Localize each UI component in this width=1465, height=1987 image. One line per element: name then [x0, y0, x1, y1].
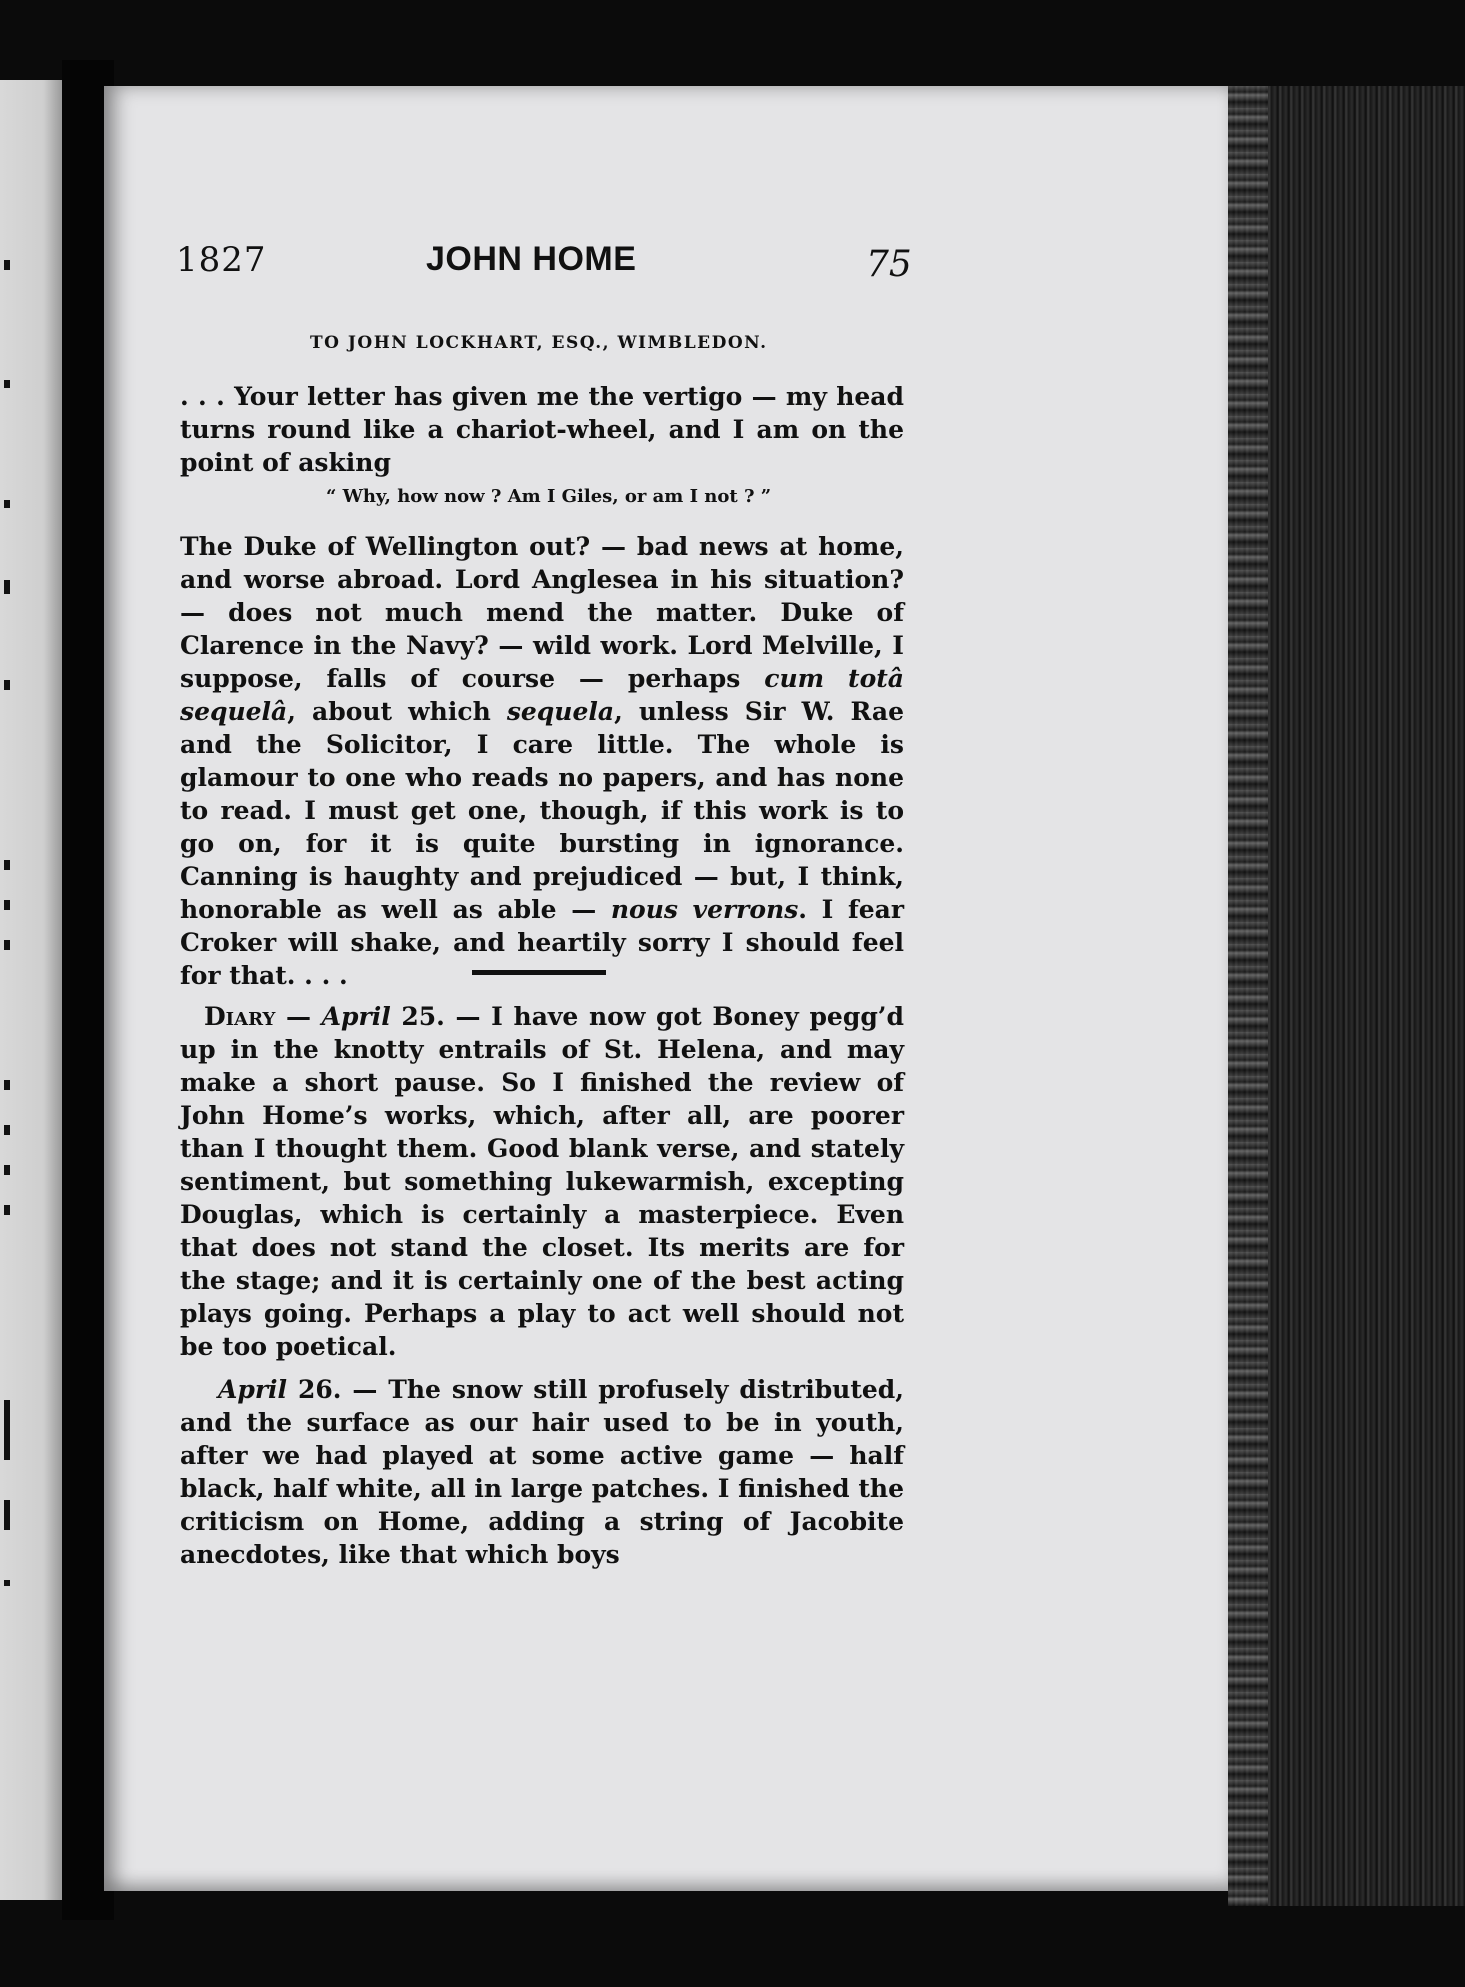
page-edges: [1228, 86, 1465, 1906]
letter-body-italic: cum totâ sequelâ: [180, 664, 904, 726]
diary-date: April: [218, 1375, 288, 1404]
facing-page-mark: [4, 1400, 10, 1460]
facing-page-mark: [4, 580, 10, 594]
facing-page-mark: [4, 500, 10, 508]
facing-page-edge: [0, 80, 62, 1900]
facing-page-mark: [4, 1500, 10, 1530]
facing-page-mark: [4, 1125, 10, 1135]
letter-body-text: The Duke of Wellington out? — bad news at home, and worse abroad. Lord Anglesea in his situation? — does not much mend the matter. Duke of Clarence in the Navy? — wild work. Lord Melville, I suppose, falls of course — perhaps: [180, 532, 904, 693]
facing-page-mark: [4, 680, 10, 690]
facing-page-mark: [4, 1205, 10, 1215]
facing-page-mark: [4, 860, 10, 870]
facing-page-mark: [4, 1165, 10, 1175]
section-divider: [472, 970, 606, 975]
diary-entry-april-25: [180, 1000, 904, 1363]
diary-date: April: [321, 1002, 391, 1031]
letter-opening: . . . Your letter has given me the vertigo — my head turns round like a chariot-wheel, and I am on the point of asking: [180, 382, 904, 477]
diary-date-number: 26. —: [287, 1375, 389, 1404]
facing-page-mark: [4, 1580, 10, 1586]
diary-dash: —: [275, 1002, 322, 1031]
letter-body-text: . I fear Croker will shake, and heartily sorry I should feel for that. . . .: [180, 895, 905, 990]
letter-body: [180, 530, 904, 992]
facing-page-mark: [4, 900, 10, 910]
letter-body-italic: sequela: [506, 697, 615, 726]
diary-text: The snow still profusely distributed, and the surface as our hair used to be in youth, after we had played at some active game — half black, half white, all in large patches. I finished the criticism on Home, adding a string of Jacobite anecdotes, like that which boys: [180, 1375, 904, 1569]
facing-page-mark: [4, 260, 10, 270]
running-year: 1827: [176, 240, 267, 280]
facing-page-mark: [4, 1080, 10, 1090]
letter-body-text: , about which: [287, 697, 507, 726]
facing-page-mark: [4, 940, 10, 950]
letter-heading: TO JOHN LOCKHART, ESQ., WIMBLEDON.: [310, 333, 768, 353]
diary-entry-april-26: [180, 1373, 904, 1571]
letter-quote: “ Why, how now ? Am I Giles, or am I not ? ”: [326, 486, 772, 507]
diary-date-number: 25. —: [390, 1002, 492, 1031]
letter-body-italic: nous verrons: [610, 895, 799, 924]
diary-label: Diary: [204, 1002, 276, 1031]
letter-body-text: , unless Sir W. Rae and the Solicitor, I care little. The whole is glamour to one who reads no papers, and has none to read. I must get one, though, if this work is to go on, for it is quite bursting in ignorance. Canning is haughty and prejudiced — but, I think, honorable as well as able —: [180, 697, 904, 924]
page-number: 75: [866, 244, 912, 285]
facing-page-mark: [4, 380, 10, 388]
diary-text: I have now got Boney pegg’d up in the knotty entrails of St. Helena, and may make a short pause. So I finished the review of John Home’s works, which, after all, are poorer than I thought them. Good blank verse, and stately sentiment, but something lukewarmish, excepting Douglas, which is certainly a masterpiece. Even that does not stand the closet. Its merits are for the stage; and it is certainly one of the best acting plays going. Perhaps a play to act well should not be too poetical.: [180, 1002, 904, 1361]
running-title: JOHN HOME: [426, 240, 637, 278]
